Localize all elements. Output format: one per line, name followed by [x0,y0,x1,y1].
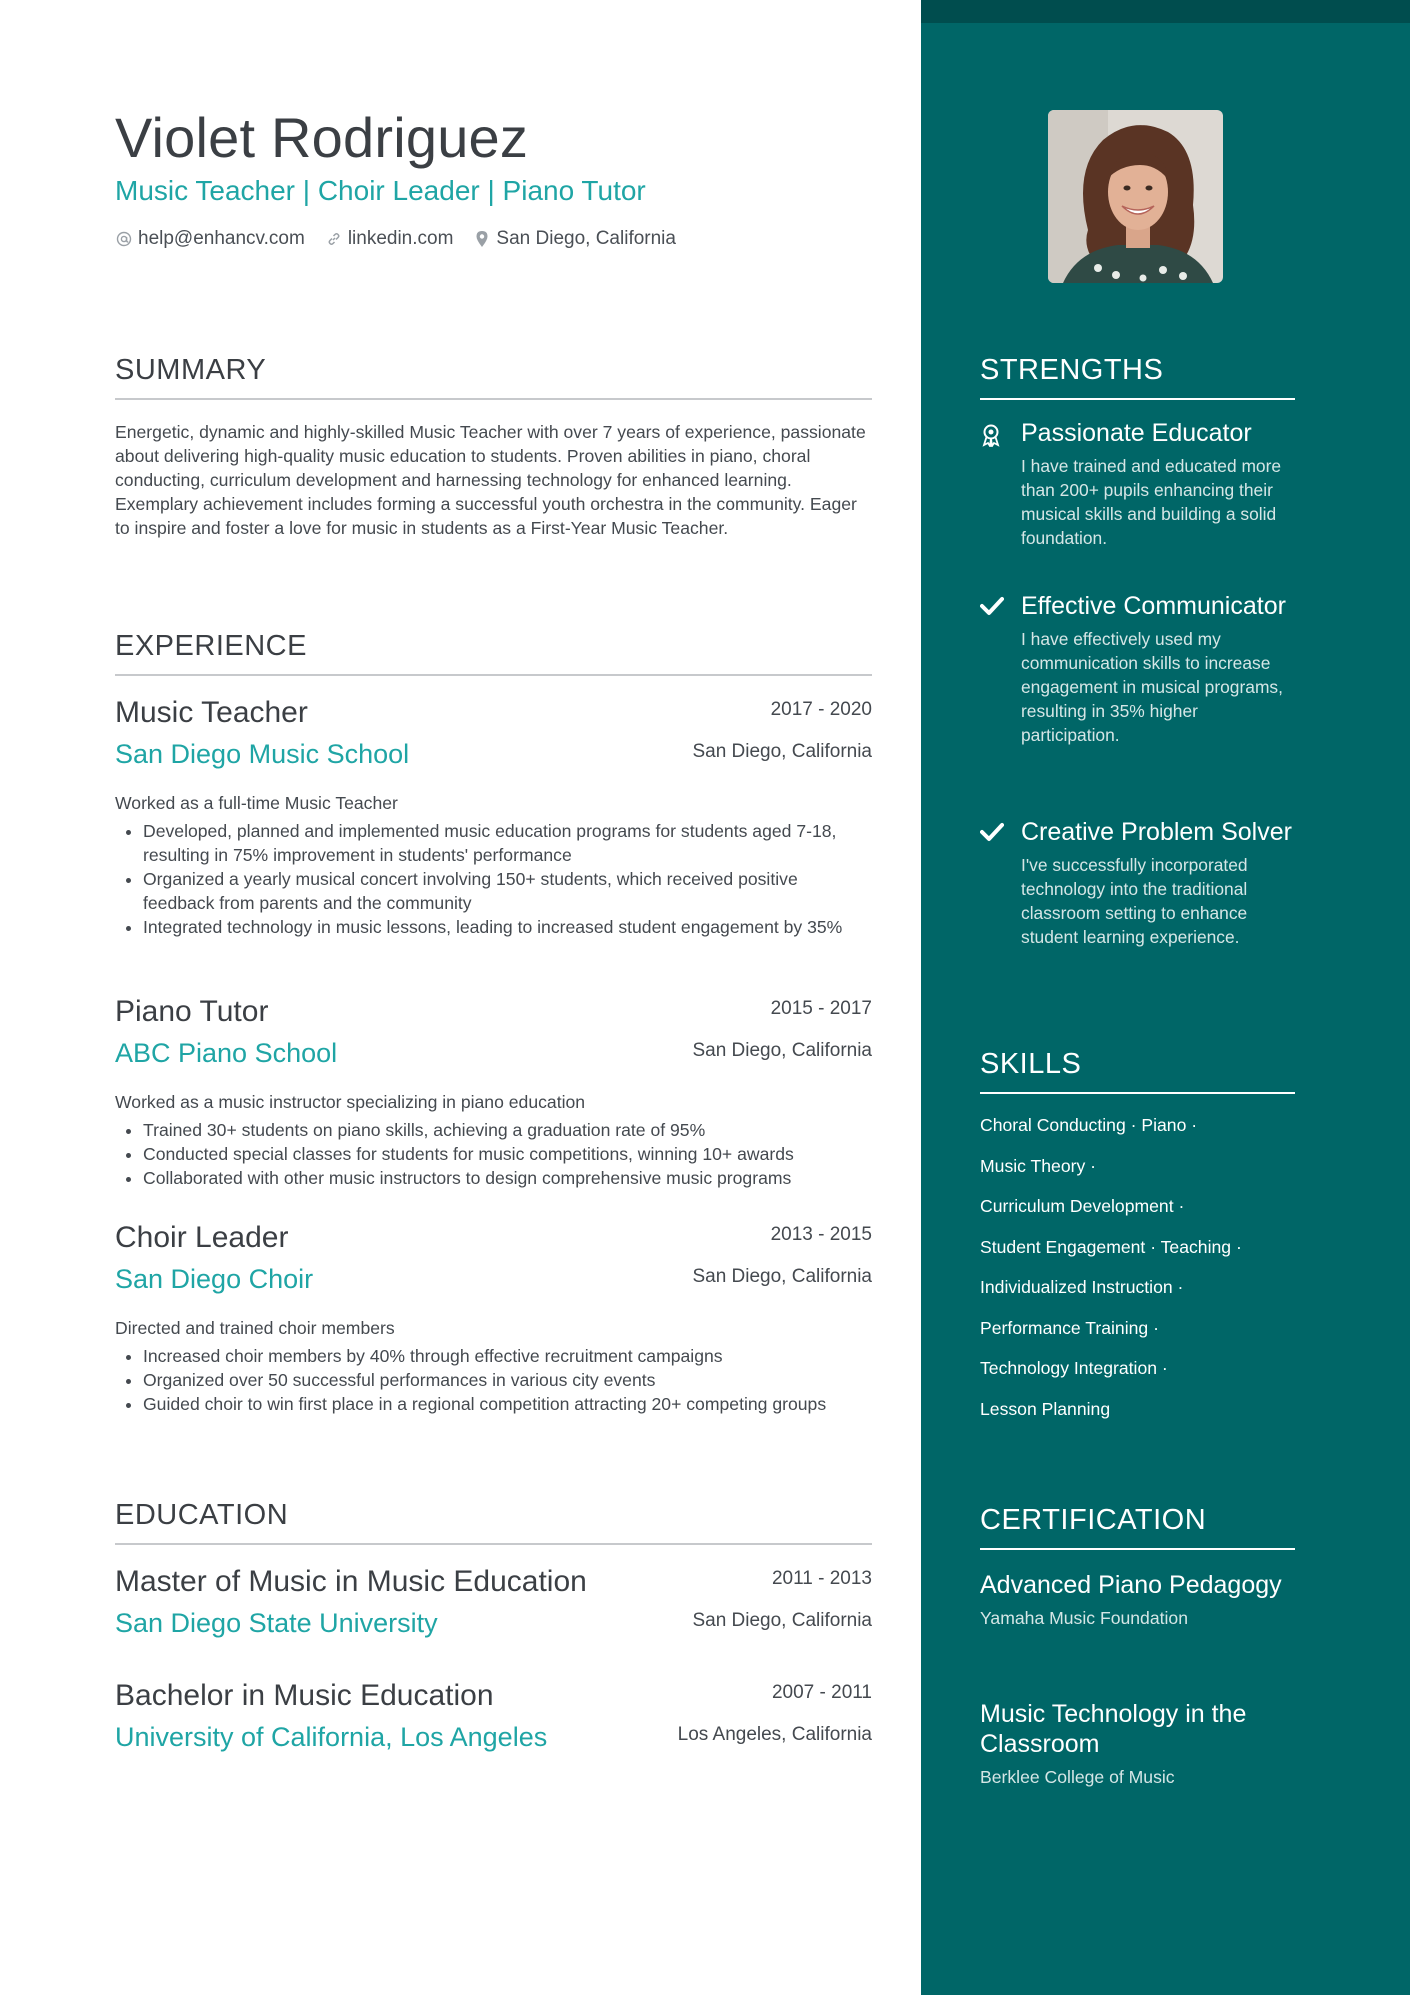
job-dates: 2013 - 2015 [770,1224,872,1245]
location-pin-icon [473,230,491,248]
school-location: Los Angeles, California [677,1724,872,1745]
skill-item: Lesson Planning [980,1398,1111,1419]
certification-issuer: Berklee College of Music [980,1767,1175,1787]
employer: San Diego Choir [115,1264,314,1294]
strength-item [980,591,1295,747]
job-dates: 2017 - 2020 [770,699,872,720]
candidate-title: Music Teacher | Choir Leader | Piano Tutor [115,175,646,206]
education-entry [115,1678,872,1754]
list-item: • Organized over 50 successful performances in various city events [143,1368,872,1392]
list-item: • Collaborated with other music instructors to design comprehensive music programs [143,1166,872,1190]
certification-title: Advanced Piano Pedagogy [980,1571,1282,1599]
skill-item: Technology Integration · [980,1358,1168,1378]
education-heading: EDUCATION [115,1497,872,1545]
job-description: Worked as a music instructor specializing in piano education [115,1092,586,1112]
degree: Bachelor in Music Education [115,1679,494,1712]
job-location: San Diego, California [692,741,872,762]
skill-item: Music Theory · [980,1155,1097,1176]
school-location: San Diego, California [692,1610,872,1631]
contact-location [473,228,676,250]
summary-heading: SUMMARY [115,352,872,400]
profile-photo [1048,110,1223,283]
skill-item: Student Engagement · Teaching · [980,1236,1242,1257]
contact-linkedin-text: linkedin.com [347,228,454,249]
strength-title: Creative Problem Solver [1021,818,1292,846]
strength-description: I've successfully incorporated technology into the traditional classroom setting to enhance student learning experience. [1021,855,1248,947]
school: University of California, Los Angeles [115,1722,548,1752]
certification-issuer: Yamaha Music Foundation [980,1608,1188,1628]
candidate-name: Violet Rodriguez [115,106,529,169]
sidebar-top-band [921,0,1410,23]
employer: San Diego Music School [115,739,410,769]
award-icon [980,423,1004,447]
list-item: • Integrated technology in music lessons, leading to increased student engagement by 35% [143,915,872,939]
sidebar [921,0,1410,1995]
job-bullets [115,1344,872,1416]
job-title: Choir Leader [115,1221,289,1254]
certification-title: Music Technology in the Classroom [980,1700,1247,1758]
strength-item [980,418,1295,550]
job-title: Music Teacher [115,696,308,729]
link-icon [325,230,343,248]
list-item: • Trained 30+ students on piano skills, achieving a graduation rate of 95% [143,1118,872,1142]
employer: ABC Piano School [115,1038,338,1068]
skill-item: Choral Conducting · Piano · [980,1115,1198,1135]
certification-heading: CERTIFICATION [980,1502,1295,1550]
list-item: • Organized a yearly musical concert involving 150+ students, which received positive feedback from parents and the community [143,867,872,915]
skill-item: Individualized Instruction · [980,1277,1184,1297]
job-description: Worked as a full-time Music Teacher [115,793,398,813]
experience-heading: EXPERIENCE [115,628,872,676]
contact-location-text: San Diego, California [496,228,676,249]
contact-linkedin[interactable] [325,228,454,250]
strength-description: I have trained and educated more than 200+ pupils enhancing their musical skills and building a solid foundation. [1021,456,1282,548]
job-bullets [115,1118,872,1190]
certification-item [980,1570,1295,1630]
contact-email[interactable] [115,228,305,250]
certification-item [980,1699,1295,1789]
job-bullets [115,819,872,939]
skills-heading: SKILLS [980,1046,1295,1094]
strengths-heading: STRENGTHS [980,352,1295,400]
job-dates: 2015 - 2017 [770,998,872,1019]
degree: Master of Music in Music Education [115,1565,587,1598]
list-item: • Guided choir to win first place in a regional competition attracting 20+ competing groups [143,1392,872,1416]
experience-entry [115,695,872,939]
strength-item [980,817,1295,949]
check-icon [980,822,1004,846]
education-entry [115,1564,872,1640]
education-dates: 2007 - 2011 [771,1682,872,1703]
education-dates: 2011 - 2013 [771,1568,872,1589]
job-location: San Diego, California [692,1040,872,1061]
strength-title: Effective Communicator [1021,592,1286,620]
list-item: • Increased choir members by 40% through effective recruitment campaigns [143,1344,872,1368]
list-item: • Conducted special classes for students for music competitions, winning 10+ awards [143,1142,872,1166]
contact-email-text: help@enhancv.com [138,228,305,249]
check-icon [980,596,1004,620]
skill-item: Curriculum Development · [980,1196,1185,1216]
list-item: • Developed, planned and implemented music education programs for students aged 7-18, resulting in 75% improvement in students' performance [143,819,872,867]
summary-text: Energetic, dynamic and highly-skilled Music Teacher with over 7 years of experience, passionate about delivering high-quality music education to students. Proven abilities in piano, choral conducting, curriculum development and harnessing technology for enhanced learning. Exemplary achievement includes forming a successful youth orchestra in the community. Eager to inspire and foster a love for music in students as a First-Year Music Teacher. [115,422,866,538]
experience-entry [115,994,872,1190]
school: San Diego State University [115,1608,438,1638]
job-description: Directed and trained choir members [115,1318,395,1338]
skill-item: Performance Training · [980,1317,1159,1338]
skills-list [980,1113,1295,1437]
experience-entry [115,1220,872,1416]
at-icon [115,230,133,248]
strength-description: I have effectively used my communication skills to increase engagement in musical programs, resulting in 35% higher participation. [1021,629,1283,745]
job-title: Piano Tutor [115,995,269,1028]
contact-row [115,228,696,250]
job-location: San Diego, California [692,1266,872,1287]
strength-title: Passionate Educator [1021,419,1252,447]
